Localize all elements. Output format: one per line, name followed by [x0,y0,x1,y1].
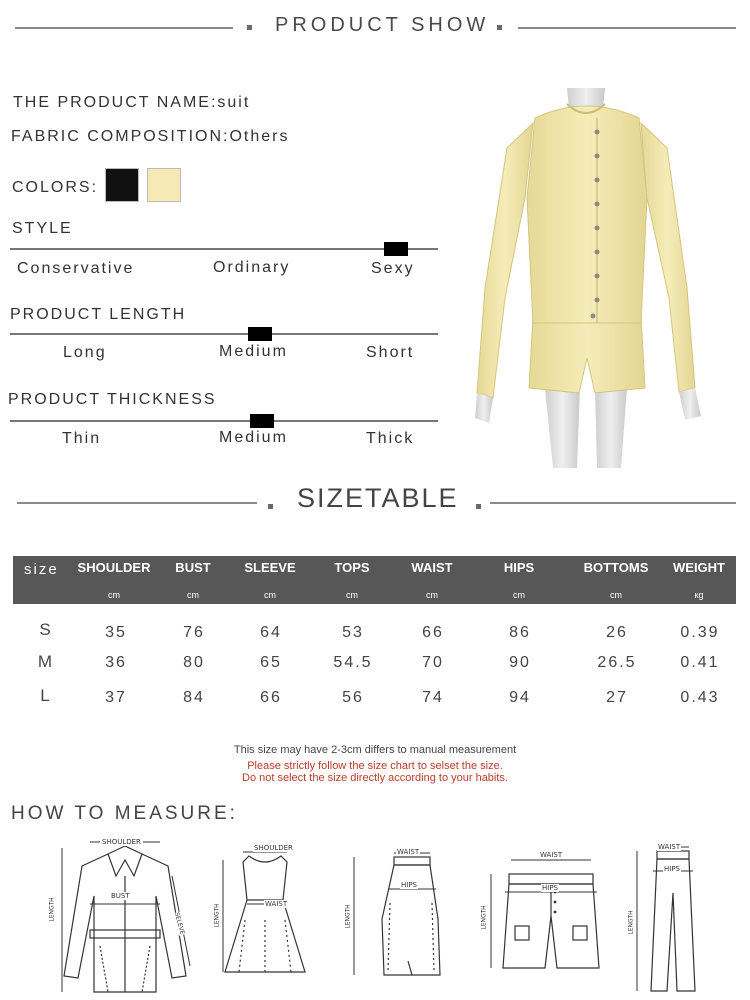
note-measurement: This size may have 2-3cm differs to manual measurement [233,744,517,756]
thickness-option-thick: Thick [366,430,415,447]
jacket-sleeve-label: SELEVE [173,911,186,936]
table-cell: 0.41 [680,654,720,671]
col-weight: WEIGHT [673,560,725,575]
jacket-bust-label: BUST [111,892,130,900]
table-cell: 65 [260,654,282,671]
unit-hips: cm [513,590,525,600]
skirt-icon [342,843,442,983]
length-scale-marker [248,327,272,341]
table-cell: 26 [606,624,628,641]
jacket-figure [50,836,200,1000]
sizetable-line-right [490,502,736,504]
skirt-waist-label: WAIST [397,848,420,856]
jacket-length-label: LENGTH [48,897,56,922]
table-cell: 90 [509,654,531,671]
skirt-figure [342,843,442,983]
color-swatch-yellow[interactable] [147,168,181,202]
table-cell: 66 [422,624,444,641]
note-habits: Do not select the size directly according to your habits. [242,772,508,784]
thickness-title: PRODUCT THICKNESS [8,391,217,408]
note-follow-chart: Please strictly follow the size chart to selset the size. [247,760,503,772]
shorts-hips-label: HIPS [542,884,558,892]
pants-waist-label: WAIST [658,843,681,851]
dress-shoulder-label: SHOULDER [254,844,293,852]
dress-waist-label: WAIST [265,900,288,908]
colors-label: COLORS: [12,179,99,196]
sizetable-title: SIZETABLE [297,483,459,513]
sizetable-dot-right [476,504,481,509]
unit-bust: cm [187,590,199,600]
sizetable-line-left [17,502,257,504]
thickness-scale-line [10,420,438,422]
shorts-waist-label: WAIST [540,851,563,859]
row-size-label: L [40,686,50,705]
table-cell: 80 [183,654,205,671]
pants-length-label: LENGTH [627,910,635,935]
product-name: THE PRODUCT NAME:suit [13,94,251,111]
row-size-label: S [39,620,51,639]
unit-weight: кg [694,590,704,600]
table-cell: 54.5 [333,654,373,671]
table-cell: 53 [342,624,364,641]
table-cell: 94 [509,689,531,706]
size-column-label: size [24,561,59,578]
col-waist: WAIST [411,560,453,575]
unit-tops: cm [346,590,358,600]
table-cell: 27 [606,689,628,706]
skirt-length-label: LENGTH [344,904,352,929]
unit-shoulder: cm [108,590,120,600]
table-cell: 70 [422,654,444,671]
header-dot-right [497,25,502,30]
style-scale-line [10,248,438,250]
style-option-sexy: Sexy [371,260,415,277]
style-option-conservative: Conservative [17,260,135,277]
fabric-composition: FABRIC COMPOSITION:Others [11,128,290,145]
thickness-option-thin: Thin [62,430,102,447]
unit-sleeve: cm [264,590,276,600]
table-cell: 26.5 [597,654,637,671]
table-cell: 76 [183,624,205,641]
table-cell: 36 [105,654,127,671]
color-swatch-black[interactable] [105,168,139,202]
product-photo [455,88,720,468]
pants-figure [625,843,715,993]
col-tops: TOPS [334,560,370,575]
col-shoulder: SHOULDER [77,560,151,575]
shorts-length-label: LENGTH [480,905,488,930]
size-table-header [13,556,736,604]
table-cell: 0.39 [680,624,720,641]
style-scale-marker [384,242,408,256]
unit-waist: cm [426,590,438,600]
table-cell: 35 [105,624,127,641]
col-bust: BUST [175,560,211,575]
shorts-figure [475,846,615,976]
page-title: PRODUCT SHOW [275,14,490,36]
shorts-icon [475,846,615,976]
length-scale-line [10,333,438,335]
mannequin-illustration [455,88,720,468]
table-cell: 0.43 [680,689,720,706]
dress-figure [215,840,315,980]
thickness-option-medium: Medium [219,429,288,446]
style-title: STYLE [12,220,73,237]
unit-bottoms: cm [610,590,622,600]
sizetable-dot-left [268,504,273,509]
header-dot-left [247,25,252,30]
table-cell: 37 [105,689,127,706]
length-option-short: Short [366,344,415,361]
row-size-label: M [37,652,53,671]
length-title: PRODUCT LENGTH [10,306,187,323]
dress-icon [215,840,315,980]
thickness-scale-marker [250,414,274,428]
col-bottoms: BOTTOMS [583,560,649,575]
jacket-shoulder-label: SHOULDER [102,838,141,846]
style-option-ordinary: Ordinary [213,259,291,276]
col-sleeve: SLEEVE [244,560,296,575]
pants-hips-label: HIPS [664,865,680,873]
skirt-hips-label: HIPS [401,881,417,889]
table-cell: 56 [342,689,364,706]
header-line-left [15,27,233,29]
measure-title: HOW TO MEASURE: [11,803,238,824]
length-option-medium: Medium [219,343,288,360]
table-cell: 66 [260,689,282,706]
table-cell: 74 [422,689,444,706]
dress-length-label: LENGTH [213,903,221,928]
length-option-long: Long [63,344,107,361]
col-hips: HIPS [503,560,535,575]
table-cell: 64 [260,624,282,641]
table-cell: 86 [509,624,531,641]
header-line-right [518,27,736,29]
table-cell: 84 [183,689,205,706]
